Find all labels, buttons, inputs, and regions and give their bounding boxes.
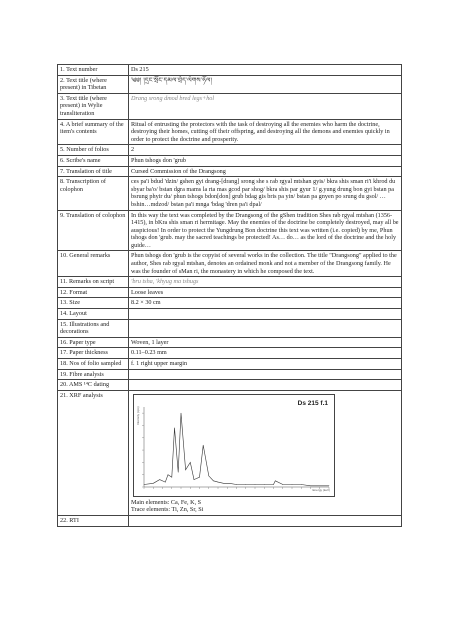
rti-label: 22. RTI: [58, 515, 129, 526]
spectrum-point: [292, 484, 293, 485]
spectrum-point: [223, 483, 224, 484]
field-value: Woven, 1 layer: [129, 337, 402, 348]
field-label: 9. Translation of colophon: [58, 210, 129, 251]
field-label: 15. Illustrations and decorations: [58, 319, 129, 337]
catalog-row: [58, 65, 402, 76]
catalog-row: [58, 380, 402, 391]
catalog-row: [58, 210, 402, 251]
catalog-table: [57, 64, 402, 527]
spectrum-point: [236, 484, 237, 485]
field-value: [129, 309, 402, 320]
xrf-cell: [129, 390, 402, 515]
rti-value: [129, 515, 402, 526]
field-label: 7. Translation of title: [58, 166, 129, 177]
spectrum-point: [185, 469, 186, 470]
x-axis-label: Energy (keV): [312, 488, 330, 493]
catalog-row: [58, 298, 402, 309]
spectrum-point: [165, 482, 166, 483]
rti-row: [58, 515, 402, 526]
field-label: 2. Text title (where present) in Tibetan: [58, 75, 129, 93]
field-value: Ritual of entrusting the protectors with the task of destroying all the enemies who harm the doctrine, destroying their homes, cutting off their offspring, and destroying all the demons and enemies quickly in order to protect the doctrine and prosperity.: [129, 119, 402, 145]
spectrum-point: [246, 484, 247, 485]
field-label: 12. Format: [58, 287, 129, 298]
field-value: f. 1 right upper margin: [129, 359, 402, 370]
field-label: 6. Scribe's name: [58, 155, 129, 166]
spectrum-point: [174, 427, 175, 428]
spectrum-point: [199, 477, 200, 478]
field-value: 0.11–0.23 mm: [129, 348, 402, 359]
field-label: 8. Transcription of colophon: [58, 177, 129, 210]
catalog-row: [58, 319, 402, 337]
xrf-label: 21. XRF analysis: [58, 390, 129, 515]
spectrum-point: [178, 472, 179, 473]
field-label: 16. Paper type: [58, 337, 129, 348]
catalog-row: [58, 348, 402, 359]
spectrum-point: [229, 483, 230, 484]
field-value: In this way the text was completed by the Drangsong of the gShen tradition Shes rab rgyal mtshan (1356-1415), in bKra shis sman ri hermitage. May the enemies of the doctrine be completely destroyed, may all be auspicious! In order to protect the Yungdrung Bon doctrine this text was written (i.e. copied) by me, Phun tshogs don 'grub. may the sacred teachings be protected! As… do… as the lord of the doctrine and the holy guide…: [129, 210, 402, 251]
field-label: 10. General remarks: [58, 251, 129, 277]
catalog-row: [58, 309, 402, 320]
field-label: 14. Layout: [58, 309, 129, 320]
catalog-row: [58, 287, 402, 298]
catalog-row: [58, 166, 402, 177]
spectrum-point: [153, 483, 154, 484]
spectrum-point: [329, 485, 330, 486]
field-value: 2: [129, 145, 402, 156]
field-value: Loose leaves: [129, 287, 402, 298]
catalog-row: [58, 145, 402, 156]
spectrum-point: [283, 484, 284, 485]
spectrum-point: [203, 445, 204, 446]
catalog-row: [58, 359, 402, 370]
field-label: 11. Remarks on script: [58, 277, 129, 288]
spectrum-point: [301, 484, 302, 485]
field-value: [129, 380, 402, 391]
spectrum-point: [190, 462, 191, 463]
catalog-row: [58, 337, 402, 348]
field-value: Cursed Commission of the Drangsong: [129, 166, 402, 177]
spectrum-point: [213, 480, 214, 481]
field-value: 'bru tsha, 'khyug ma tshugs: [129, 277, 402, 288]
spectrum-point: [275, 480, 276, 481]
spectrum-point: [264, 484, 265, 485]
spectrum-point: [273, 484, 274, 485]
spectrum-point: [159, 479, 160, 480]
xrf-spectrum-chart: [133, 394, 335, 497]
catalog-row: [58, 177, 402, 210]
spectrum-point: [194, 479, 195, 480]
catalog-row: [58, 155, 402, 166]
xrf-row: [58, 390, 402, 515]
field-label: 1. Text number: [58, 65, 129, 76]
field-label: 13. Size: [58, 298, 129, 309]
spectrum-line: [144, 413, 329, 486]
trace-elements: Trace elements: Ti, Zn, Sr, Si: [131, 506, 204, 514]
spectrum-point: [255, 484, 256, 485]
catalog-row: [58, 369, 402, 380]
field-value: Ds 215: [129, 65, 402, 76]
field-label: 3. Text title (where present) in Wylie transliteration: [58, 93, 129, 119]
spectrum-point: [218, 482, 219, 483]
catalog-row: [58, 93, 402, 119]
field-value: [129, 369, 402, 380]
spectrum-point: [144, 484, 145, 485]
spectrum-point: [168, 474, 169, 475]
field-label: 20. AMS ¹⁴C dating: [58, 380, 129, 391]
field-label: 4. A brief summary of the item's contents: [58, 119, 129, 145]
field-value: Phun tshogs don 'grub is the copyist of several works in the collection. The title "Drangsong" applied to the author, Shes rab rgyal mtshan, denotes an ordained monk and not a member of the Drangsong family. He was the founder of sMan ri, the monastery in which he composed the text.: [129, 251, 402, 277]
chart-title: Ds 215 f.1: [297, 399, 328, 407]
spectrum-point: [209, 475, 210, 476]
catalog-row: [58, 75, 402, 93]
field-label: 5. Number of folios: [58, 145, 129, 156]
field-label: 17. Paper thickness: [58, 348, 129, 359]
field-label: 19. Fibre analysis: [58, 369, 129, 380]
y-axis-label: Intensity (cps): [136, 406, 140, 425]
spectrum-point: [172, 477, 173, 478]
spectrum-point: [181, 413, 182, 414]
field-value: Phun tshogs don 'grub: [129, 155, 402, 166]
field-label: 18. Nos of folio sampled: [58, 359, 129, 370]
xrf-spectrum-svg: [134, 395, 334, 496]
catalog-row: [58, 277, 402, 288]
catalog-row: [58, 119, 402, 145]
field-value: ces pa'i bdud 'dzin/ gshen gyi drang-[drang] srong she s rab rgyal mtshan gyis/ bkra shis sman ri'i khrod du sbyar ba'o/ bstan dgra mams la rta mas gcod par shog/ bkra shis par gyur 1/ g.yung drung bon gyi bstan pa bsrung phyir du/ phun tshogs bdon[don] grub bdag gis bris pa yin/ bstan pa gnyen po srung du gsol/ … bshin…mdzod/ bstan pa'i mnga 'bdag 'dren pa'i dpal/: [129, 177, 402, 210]
catalog-row: [58, 251, 402, 277]
main-elements: Main elements: Ca, Fe, K, S: [131, 498, 202, 506]
field-value: [129, 319, 402, 337]
spectrum-point: [320, 485, 321, 486]
field-value: ༄༅། །དྲང་སྲོང་དམལ་བྲེད་ལེགས་ཧོལ།: [129, 75, 402, 93]
field-value: 8.2 × 30 cm: [129, 298, 402, 309]
field-value: Drang srong dmod bred legs+hol: [129, 93, 402, 119]
spectrum-point: [310, 485, 311, 486]
